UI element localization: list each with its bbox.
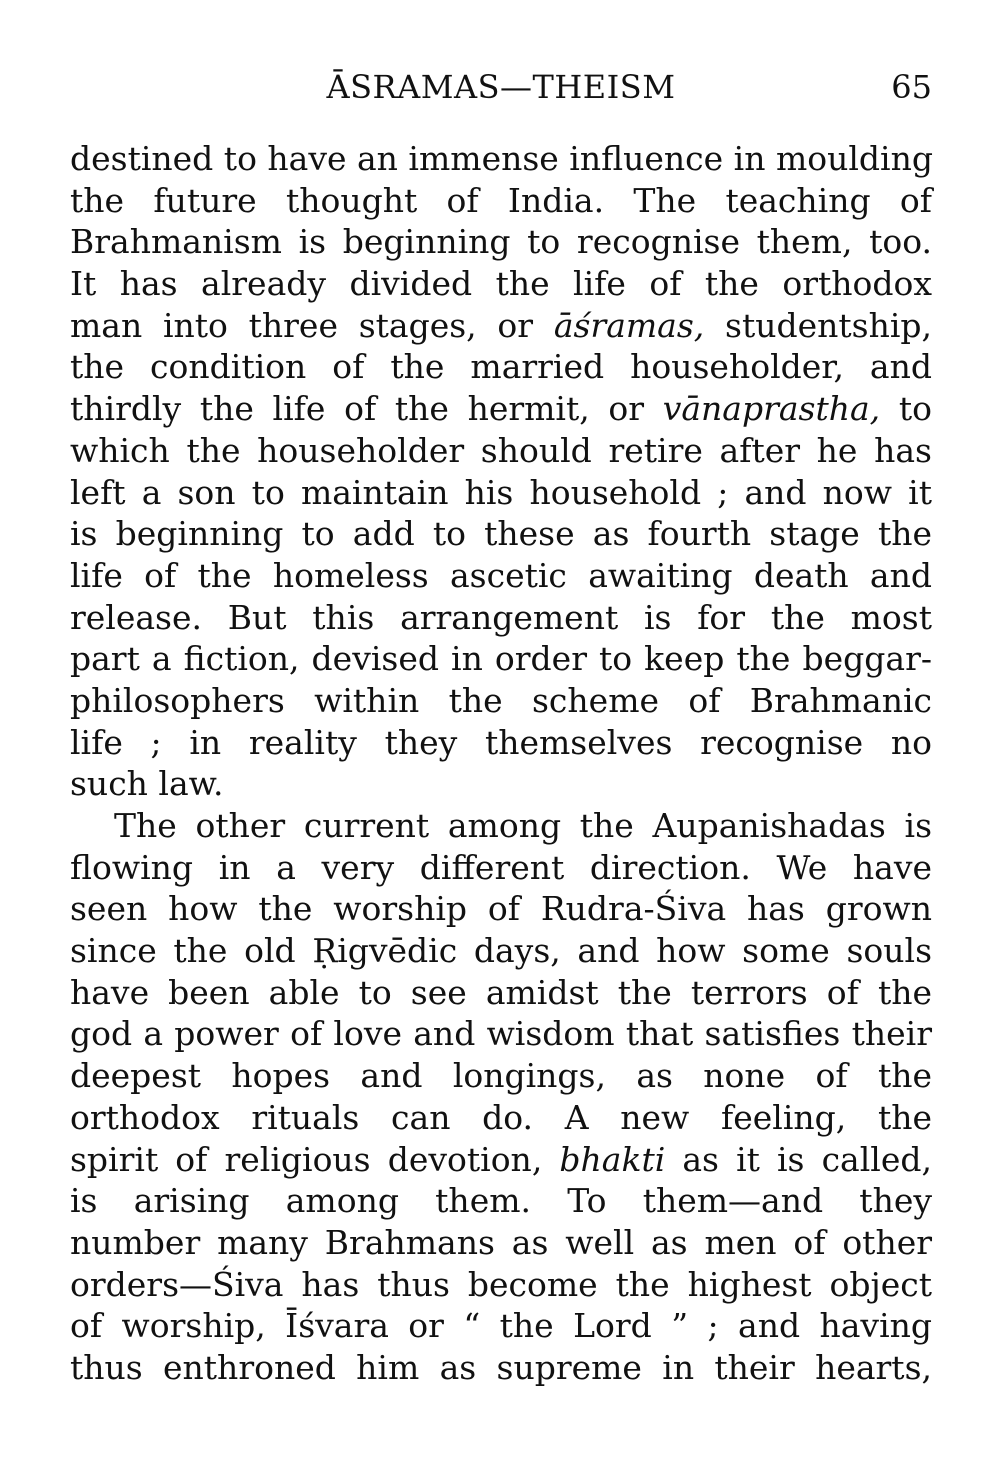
text-line: such law. — [70, 764, 224, 804]
text-line: destined to have an immense influence in moulding — [70, 139, 933, 178]
text-line: the condition of the married householder, and — [70, 347, 932, 387]
italic-term: bhakti — [559, 1139, 666, 1179]
text-line: since the old Ṛigvēdic days, and how some souls — [70, 931, 932, 971]
text-line: orthodox rituals can do. A new feeling, the — [70, 1097, 932, 1137]
text-line — [70, 388, 932, 430]
text-line: is arising among them. To them—and they — [70, 1181, 932, 1221]
text-line: It has already divided the life of the orthodox — [70, 264, 932, 304]
text-line: which the householder should retire after he has — [70, 430, 932, 470]
page-number: 65 — [891, 68, 932, 106]
running-head — [70, 66, 932, 108]
text-line: Brahmanism is beginning to recognise them, too. — [70, 222, 932, 262]
running-title: ĀSRAMAS—THEISM — [326, 68, 676, 106]
text-line: thus enthroned him as supreme in their hearts, — [70, 1347, 932, 1387]
book-page — [70, 66, 932, 1406]
body-text — [70, 138, 932, 1389]
paragraph-1 — [70, 138, 932, 805]
text-line — [70, 1139, 932, 1181]
italic-term: āśramas, — [553, 305, 705, 345]
text-line: life ; in reality they themselves recognise no — [70, 722, 932, 762]
text-line: flowing in a very different direction. We have — [70, 847, 932, 887]
text-line: philosophers within the scheme of Brahmanic — [70, 680, 932, 720]
text-line: The other current among the Aupanishadas is — [114, 806, 932, 845]
italic-term: vānaprastha, — [662, 389, 881, 429]
text-line: of worship, Īśvara or “ the Lord ” ; and having — [70, 1306, 932, 1346]
text-line: have been able to see amidst the terrors of the — [70, 972, 932, 1012]
text-line: is beginning to add to these as fourth stage the — [70, 514, 932, 554]
text-line: god a power of love and wisdom that satisfies their — [70, 1014, 932, 1054]
text-line: number many Brahmans as well as men of other — [70, 1222, 932, 1262]
text-line: release. But this arrangement is for the most — [70, 597, 932, 637]
text-line: seen how the worship of Rudra-Śiva has grown — [70, 889, 932, 929]
text-fragment: as it is called, — [682, 1139, 932, 1179]
text-line: part a fiction, devised in order to keep the beggar- — [70, 639, 932, 679]
paragraph-2 — [70, 805, 932, 1389]
text-fragment: studentship, — [725, 305, 932, 345]
text-fragment: thirdly the life of the hermit, or — [70, 389, 645, 429]
text-line: deepest hopes and longings, as none of the — [70, 1056, 932, 1096]
text-line — [70, 305, 932, 347]
text-fragment: spirit of religious devotion, — [70, 1139, 543, 1179]
text-fragment: man into three stages, or — [70, 305, 534, 345]
text-line: left a son to maintain his household ; and now it — [70, 472, 932, 512]
text-line: life of the homeless ascetic awaiting death and — [70, 555, 932, 595]
text-line: orders—Śiva has thus become the highest object — [70, 1264, 932, 1304]
text-line: the future thought of India. The teaching of — [70, 180, 932, 220]
text-fragment: to — [898, 389, 932, 429]
